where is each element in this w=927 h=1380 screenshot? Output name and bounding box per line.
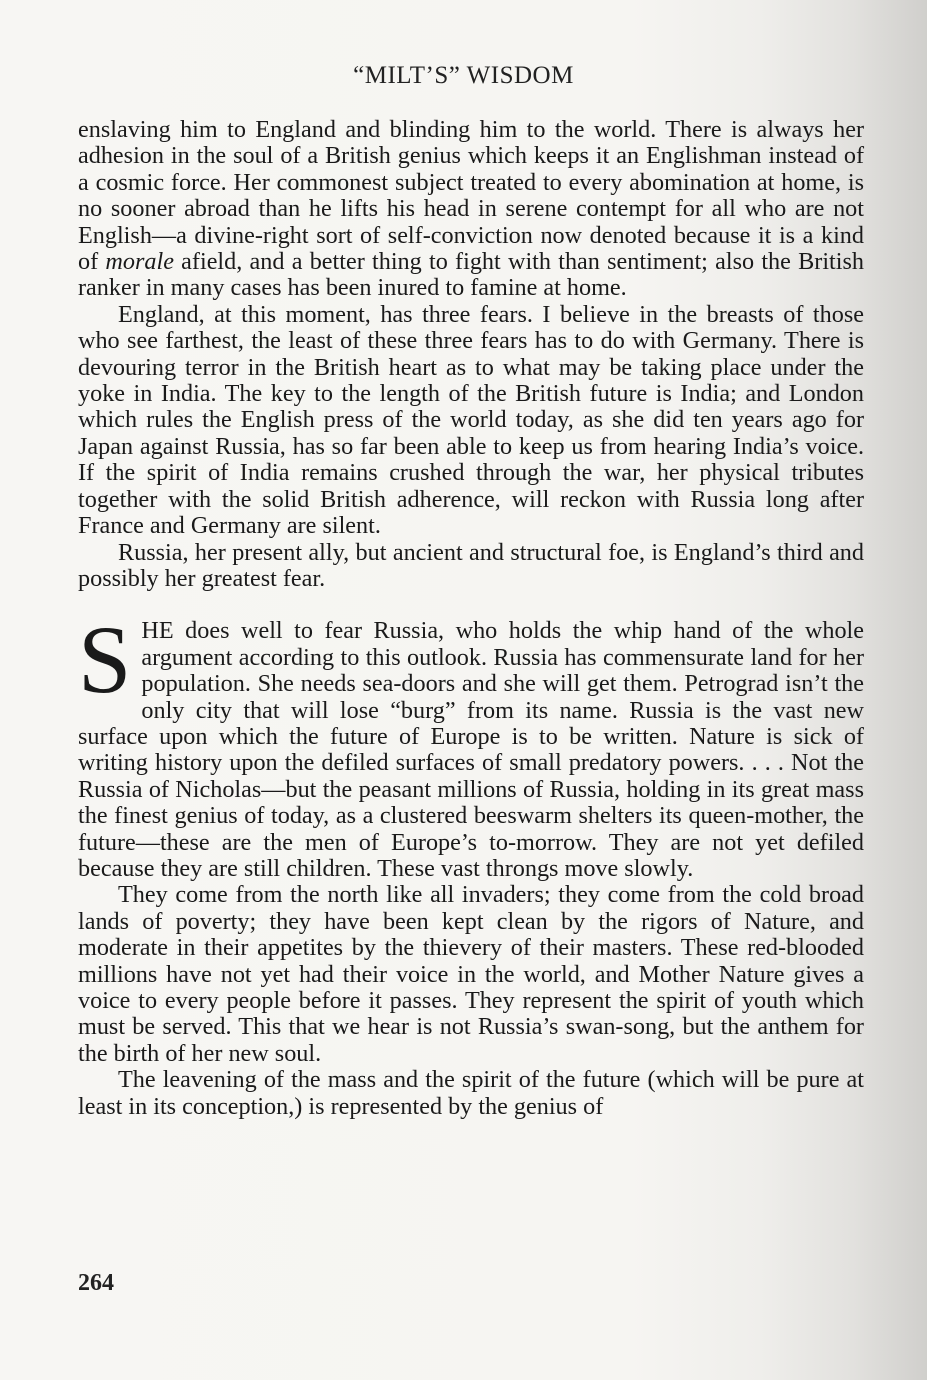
paragraph-2: England, at this moment, has three fears. I believe in the breasts of those who see farthest, the least of these three fears has to do with Germany. There is devouring terror in the British heart as to what may be taking place under the yoke in India. The key to the length of the British future is India; and London which rules the English press of the world today, as she did ten years ago for Japan against Russia, has so far been able to keep us from hearing India’s voice. If the spirit of India remains crushed through the war, her physical tributes together with the solid British adherence, will reckon with Russia long after France and Germany are silent. [78,300,864,540]
body-text [78,117,864,1120]
paragraph-5: They come from the north like all invaders; they come from the cold broad lands of poverty; they have been kept clean by the rigors of Nature, and moderate in their appetites by the thievery of their masters. These red-blooded millions have not yet had their voice in the world, and Mother Nature gives a voice to every people before it passes. They represent the spirit of youth which must be served. This that we hear is not Russia’s swan-song, but the anthem for the birth of her new soul. [78,881,864,1067]
paragraph-1 [78,117,864,302]
paragraph-4 [78,606,864,882]
paragraph-4-text: HE does well to fear Russia, who holds the whip hand of the whole argument according to this outlook. Russia has commensurate land for her population. She needs sea-doors and she will get them. Petrograd isn’t the only city that will lose “burg” from its name. Russia is the vast new surface upon which the future of Europe is to be written. Nature is sick of writing history upon the defiled surfaces of small predatory powers. . . . Not the Russia of Nicholas—but the peasant millions of Russia, holding in its great mass the finest genius of today, as a clustered beeswarm shelters its queen-mother, the future—these are the men of Europe’s to-morrow. They are not yet defiled because they are still children. These vast throngs move slowly. [78,617,864,882]
drop-cap-letter: S [78,606,132,714]
paragraph-1-end: afield, and a better thing to fight with than sentiment; also the British ranker in many cases has been inured to famine at home. [78,248,864,302]
paragraph-1-italic: morale [105,248,174,276]
page-number: 264 [78,1270,114,1296]
section-break [78,592,864,618]
running-head: “MILT’S” WISDOM [353,62,574,89]
paragraph-1-text: enslaving him to England and blinding him to the world. There is always her adhesion in the soul of a British genius which keeps it an Englishman instead of a cosmic force. Her commonest subject treated to every abomination at home, is no sooner abroad than he lifts his head in serene contempt for all who are not English—a divine-right sort of self-conviction now denoted because it is a kind of [78,116,864,276]
paragraph-6: The leavening of the mass and the spirit of the future (which will be pure at least in its conception,) is represented by the genius of [78,1066,864,1120]
paragraph-3: Russia, her present ally, but ancient and structural foe, is England’s third and possibly her greatest fear. [78,538,864,592]
